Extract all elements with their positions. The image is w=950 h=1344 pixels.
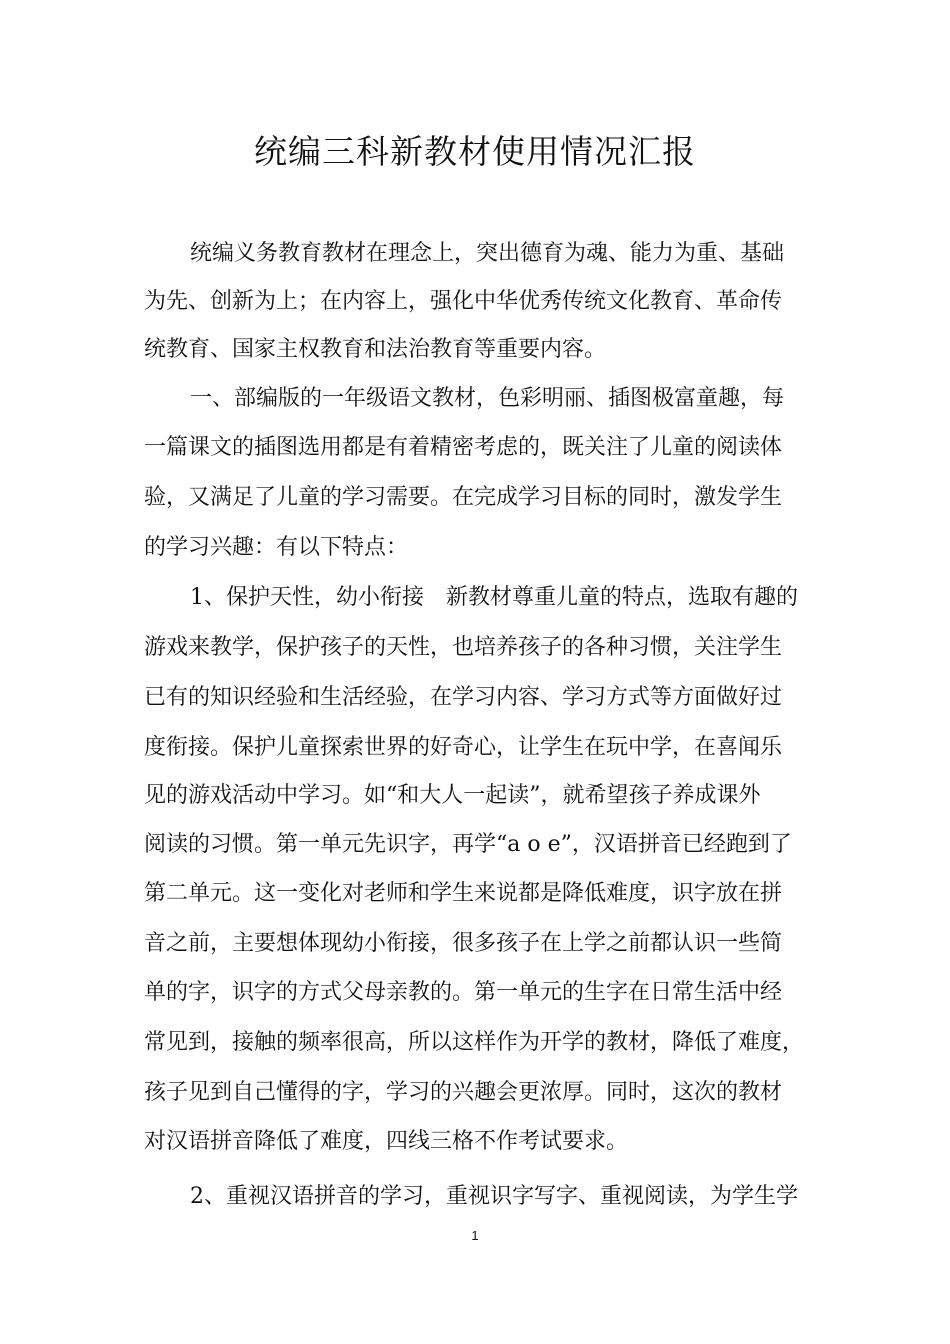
paragraph-line: 孩子见到自己懂得的字，学习的兴趣会更浓厚。同时，这次的教材 bbox=[144, 1080, 783, 1105]
paragraph-line: 单的字，识字的方式父母亲教的。第一单元的生字在日常生活中经 bbox=[144, 980, 783, 1005]
paragraph-line: 2、重视汉语拼音的学习，重视识字写字、重视阅读，为学生学 bbox=[190, 1184, 798, 1209]
document-title: 统编三科新教材使用情况汇报 bbox=[254, 132, 696, 171]
paragraph-line: 常见到，接触的频率很高，所以这样作为开学的教材，降低了难度， bbox=[144, 1030, 805, 1055]
paragraph-line: 对汉语拼音降低了难度，四线三格不作考试要求。 bbox=[144, 1129, 629, 1154]
paragraph-line: 统教育、国家主权教育和法治教育等重要内容。 bbox=[144, 337, 607, 362]
paragraph-line: 阅读的习惯。第一单元先识字，再学“a o e”，汉语拼音已经跑到了 bbox=[144, 832, 792, 857]
paragraph-line: 为先、创新为上；在内容上，强化中华优秀传统文化教育、革命传 bbox=[144, 289, 783, 314]
paragraph-line: 第二单元。这一变化对老师和学生来说都是降低难度，识字放在拼 bbox=[144, 881, 783, 906]
paragraph-line: 的学习兴趣：有以下特点： bbox=[144, 535, 409, 560]
page-number: 1 bbox=[471, 1228, 479, 1243]
paragraph-line: 一、部编版的一年级语文教材，色彩明丽、插图极富童趣，每 bbox=[190, 386, 785, 411]
paragraph-line: 统编义务教育教材在理念上，突出德育为魂、能力为重、基础 bbox=[190, 241, 785, 266]
paragraph-line: 已有的知识经验和生活经验，在学习内容、学习方式等方面做好过 bbox=[144, 685, 783, 710]
paragraph-line: 度衔接。保护儿童探索世界的好奇心，让学生在玩中学，在喜闻乐 bbox=[144, 735, 783, 760]
paragraph-line: 一篇课文的插图选用都是有着精密考虑的，既关注了儿童的阅读体 bbox=[144, 435, 783, 460]
paragraph-line: 音之前，主要想体现幼小衔接，很多孩子在上学之前都认识一些简 bbox=[144, 931, 783, 956]
paragraph-line: 见的游戏活动中学习。如“和大人一起读”，就希望孩子养成课外 bbox=[144, 783, 761, 808]
paragraph-line: 验，又满足了儿童的学习需要。在完成学习目标的同时，激发学生 bbox=[144, 485, 783, 510]
paragraph-line: 游戏来教学，保护孩子的天性，也培养孩子的各种习惯，关注学生 bbox=[144, 635, 783, 660]
paragraph-line: 1、保护天性，幼小衔接 新教材尊重儿童的特点，选取有趣的 bbox=[190, 585, 798, 610]
